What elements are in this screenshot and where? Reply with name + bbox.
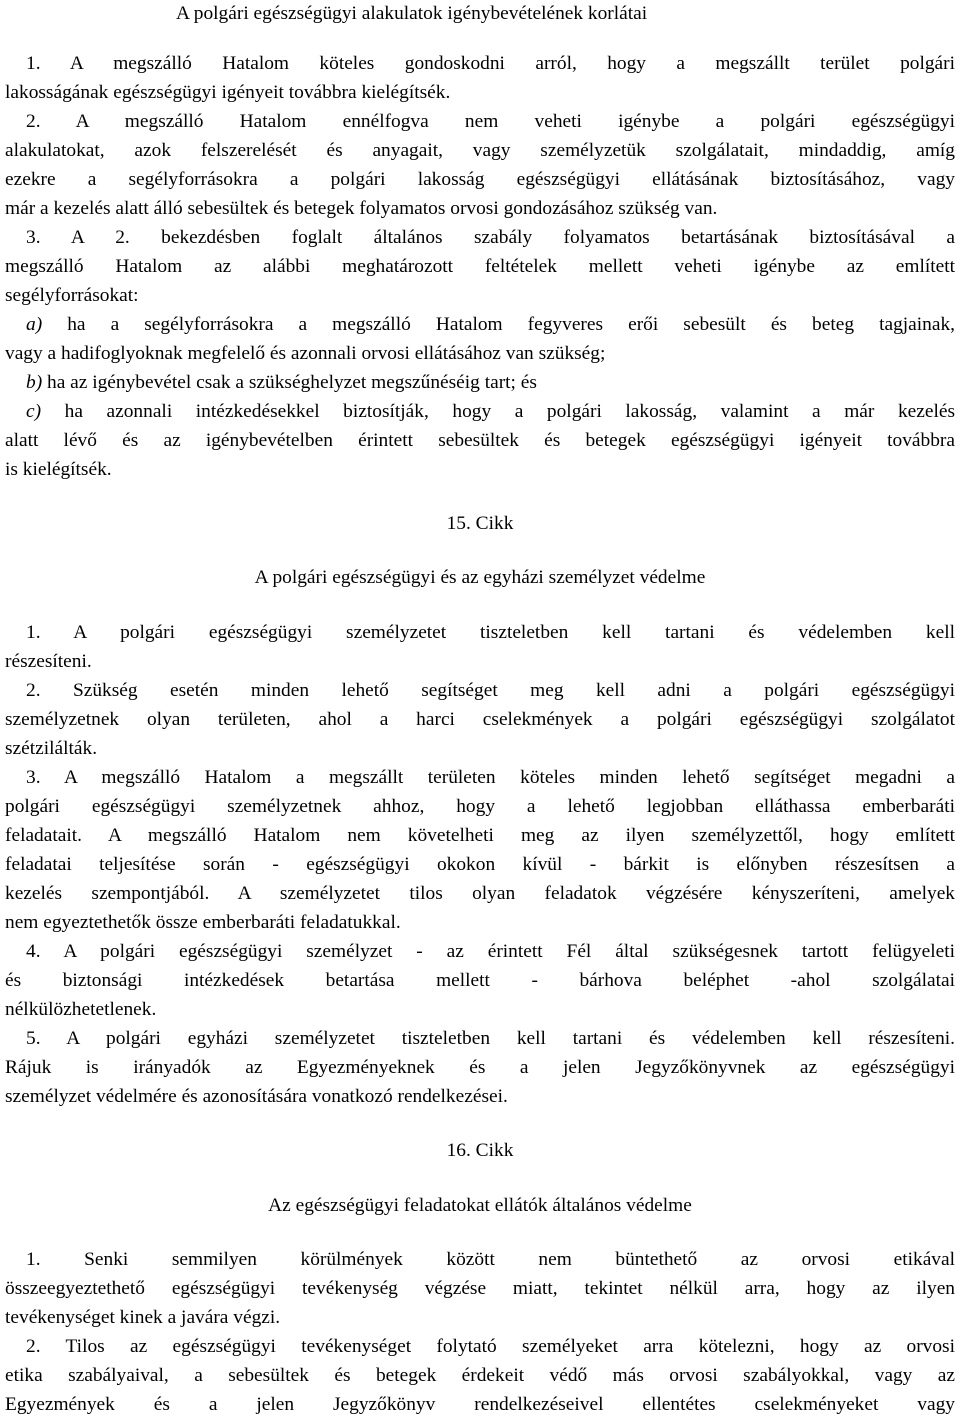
paragraph-16-2-line: Egyezmények és a jelen Jegyzőkönyv rendelkezéseivel ellentétes cselekményeket vagy	[5, 1394, 955, 1415]
paragraph-14-1-line: 1. A megszálló Hatalom köteles gondoskodni arról, hogy a megszállt terület polgári	[26, 53, 955, 74]
list-item-c-text: ha azonnali intézkedésekkel biztosítják, hogy a polgári lakosság, valamint a már kezelés	[41, 401, 955, 422]
paragraph-16-1-line: összeegyeztethető egészségügyi tevékenység végzése miatt, tekintet nélkül arra, hogy az ilyen	[5, 1278, 955, 1299]
paragraph-16-1-line: 1. Senki semmilyen körülmények között nem büntethető az orvosi etikával	[26, 1249, 955, 1270]
article-number-16: 16. Cikk	[446, 1140, 514, 1161]
paragraph-16-2-line: etika szabályaival, a sebesültek és betegek érdekeit védő más orvosi szabályokkal, vagy az	[5, 1365, 955, 1386]
paragraph-14-3-line: segélyforrásokat:	[5, 285, 139, 306]
paragraph-15-5-line: 5. A polgári egyházi személyzetet tiszteletben kell tartani és védelemben kell részesíteni.	[26, 1028, 955, 1049]
paragraph-15-2-line: szétzilálták.	[5, 738, 98, 759]
section-title-14: A polgári egészségügyi alakulatok igénybevételének korlátai	[176, 3, 648, 24]
paragraph-14-3-line: megszálló Hatalom az alábbi meghatározott feltételek mellett veheti igénybe az említett	[5, 256, 955, 277]
list-marker-a: a)	[26, 314, 43, 335]
list-item-c-line: is kielégítsék.	[5, 459, 112, 480]
list-item-c	[5, 398, 955, 426]
list-item-a	[5, 311, 955, 339]
list-item-a-line: vagy a hadifoglyoknak megfelelő és azonnali orvosi ellátásához van szükség;	[5, 343, 606, 364]
paragraph-15-3-line: feladatait. A megszálló Hatalom nem követelheti meg az ilyen személyzettől, hogy említett	[5, 825, 955, 846]
list-item-b	[5, 369, 955, 397]
list-marker-b: b)	[26, 372, 43, 393]
paragraph-15-5-line: személyzet védelmére és azonosítására vonatkozó rendelkezései.	[5, 1086, 508, 1107]
paragraph-15-5-line: Rájuk is irányadók az Egyezményeknek és a jelen Jegyzőkönyvnek az egészségügyi	[5, 1057, 955, 1078]
paragraph-16-1-line: tevékenységet kinek a javára végzi.	[5, 1307, 281, 1328]
paragraph-15-3-line: polgári egészségügyi személyzetnek ahhoz, hogy a lehető legjobban elláthassa emberbaráti	[5, 796, 955, 817]
paragraph-14-3-line: 3. A 2. bekezdésben foglalt általános szabály folyamatos betartásának biztosításával a	[26, 227, 955, 248]
paragraph-15-4-line: 4. A polgári egészségügyi személyzet - az érintett Fél által szükségesnek tartott felügyeleti	[26, 941, 955, 962]
list-item-b-text: ha az igénybevétel csak a szükséghelyzet megszűnéséig tart; és	[42, 372, 537, 393]
list-item-c-line: alatt lévő és az igénybevételben érintett sebesültek és betegek egészségügyi igényeit továbbra	[5, 430, 955, 451]
paragraph-15-3-line: nem egyeztethetők össze emberbaráti feladatukkal.	[5, 912, 401, 933]
paragraph-14-2-line: már a kezelés alatt álló sebesültek és betegek folyamatos orvosi gondozásához szükség van.	[5, 198, 718, 219]
paragraph-15-4-line: és biztonsági intézkedések betartása mellett - bárhova beléphet -ahol szolgálatai	[5, 970, 955, 991]
paragraph-15-3-line: feladatai teljesítése során - egészségügyi okokon kívül - bárkit is előnyben részesítsen a	[5, 854, 955, 875]
list-item-a-text: ha a segélyforrásokra a megszálló Hatalom fegyveres erői sebesült és beteg tagjainak,	[42, 314, 955, 335]
paragraph-15-2-line: 2. Szükség esetén minden lehető segítséget meg kell adni a polgári egészségügyi	[26, 680, 955, 701]
paragraph-15-1-line: 1. A polgári egészségügyi személyzetet tiszteletben kell tartani és védelemben kell	[26, 622, 955, 643]
paragraph-15-3-line: 3. A megszálló Hatalom a megszállt területen köteles minden lehető segítséget megadni a	[26, 767, 955, 788]
paragraph-15-4-line: nélkülözhetetlenek.	[5, 999, 157, 1020]
section-title-16: Az egészségügyi feladatokat ellátók általános védelme	[268, 1195, 692, 1216]
article-number-15: 15. Cikk	[446, 513, 514, 534]
paragraph-15-2-line: személyzetnek olyan területen, ahol a harci cselekmények a polgári egészségügyi szolgálatot	[5, 709, 955, 730]
list-marker-c: c)	[26, 401, 42, 422]
paragraph-14-2-line: 2. A megszálló Hatalom ennélfogva nem veheti igénybe a polgári egészségügyi	[26, 111, 955, 132]
paragraph-15-1-line: részesíteni.	[5, 651, 92, 672]
paragraph-15-3-line: kezelés szempontjából. A személyzetet tilos olyan feladatok végzésére kényszeríteni, amelyek	[5, 883, 955, 904]
paragraph-14-2-line: ezekre a segélyforrásokra a polgári lakosság egészségügyi ellátásának biztosításához, vagy	[5, 169, 955, 190]
paragraph-14-1-line: lakosságának egészségügyi igényeit továbbra kielégítsék.	[5, 82, 451, 103]
section-title-15: A polgári egészségügyi és az egyházi személyzet védelme	[254, 567, 706, 588]
paragraph-14-2-line: alakulatokat, azok felszerelését és anyagait, vagy személyzetük szolgálatait, mindaddig, amíg	[5, 140, 955, 161]
paragraph-16-2-line: 2. Tilos az egészségügyi tevékenységet folytató személyeket arra kötelezni, hogy az orvosi	[26, 1336, 955, 1357]
